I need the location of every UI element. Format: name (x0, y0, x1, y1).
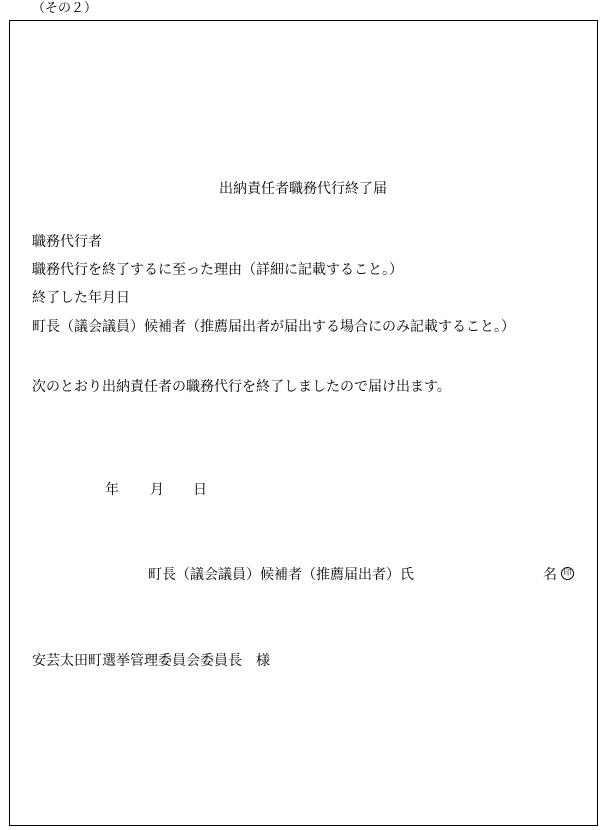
form-frame (9, 20, 598, 826)
field-termination-reason: 職務代行を終了するに至った理由（詳細に記載すること。） (32, 262, 403, 278)
date-month-label: 月 (150, 482, 164, 498)
field-candidate: 町長（議会議員）候補者（推薦届出者が届出する場合にのみ記載すること。） (32, 319, 515, 335)
declaration-statement: 次のとおり出納責任者の職務代行を終了しましたので届け出ます。 (32, 379, 451, 395)
date-year-label: 年 (105, 482, 119, 498)
field-end-date: 終了した年月日 (32, 290, 130, 306)
seal-mark-icon: 印 (561, 567, 574, 580)
name-label: 名 (543, 567, 557, 583)
addressee: 安芸太田町選挙管理委員会委員長 様 (32, 653, 270, 669)
field-acting-person: 職務代行者 (32, 234, 102, 250)
page-label: （その２） (32, 1, 98, 16)
document-title: 出納責任者職務代行終了届 (219, 181, 387, 197)
date-day-label: 日 (193, 482, 207, 498)
candidate-name-line: 町長（議会議員）候補者（推薦届出者）氏 (148, 567, 414, 583)
